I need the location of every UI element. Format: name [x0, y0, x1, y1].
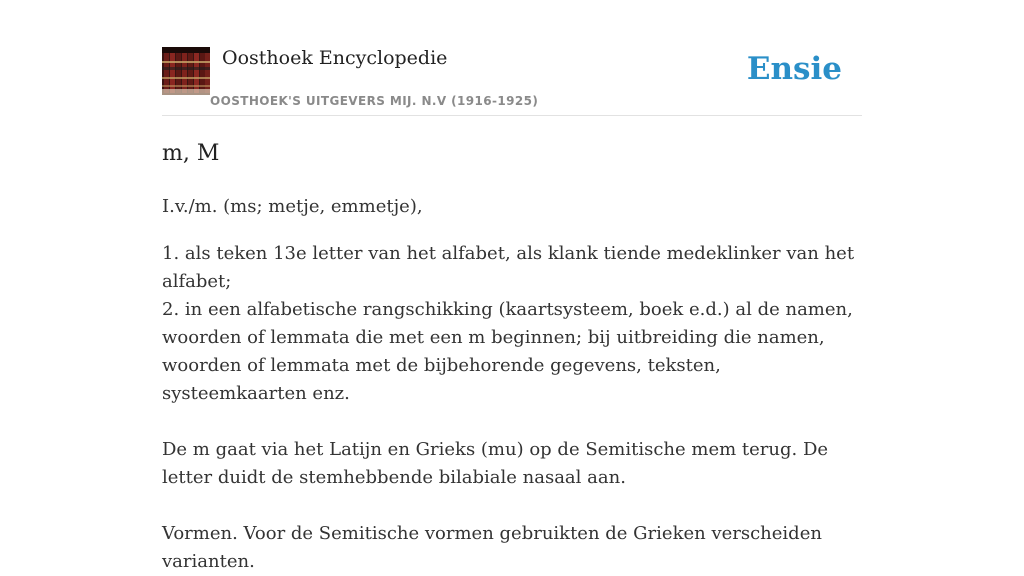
avatar[interactable] — [162, 47, 210, 95]
definition-1: 1. als teken 13e letter van het alfabet, als klank tiende medeklinker van het alfabet; — [162, 243, 855, 292]
entry-headword: m, M — [162, 141, 220, 166]
site-name[interactable]: Oosthoek Encyclopedie — [222, 47, 448, 69]
paragraph-origin: De m gaat via het Latijn en Grieks (mu) op de Semitische mem terug. De letter duidt de stemhebbende bilabiale nasaal aan. — [162, 439, 829, 488]
encyclopedia-books-icon — [162, 47, 210, 95]
entry-body — [162, 193, 862, 576]
paragraph-forms: Vormen. Voor de Semitische vormen gebruikten de Grieken verscheiden varianten. — [162, 523, 822, 572]
definition-2: 2. in een alfabetische rangschikking (kaartsysteem, boek e.d.) al de namen, woorden of lemmata die met een m beginnen; bij uitbreiding die namen, woorden of lemmata met de bijbehorende gegevens, teksten, systeemkaarten enz. — [162, 299, 853, 404]
spacer — [162, 408, 862, 436]
publisher-label: OOSTHOEK'S UITGEVERS MIJ. N.V (1916-1925) — [210, 94, 539, 108]
entry-grammar: I.v./m. (ms; metje, emmetje), — [162, 196, 423, 217]
site-header — [162, 47, 862, 116]
spacer — [162, 492, 862, 520]
brand-logo-link[interactable]: Ensie — [746, 51, 842, 87]
